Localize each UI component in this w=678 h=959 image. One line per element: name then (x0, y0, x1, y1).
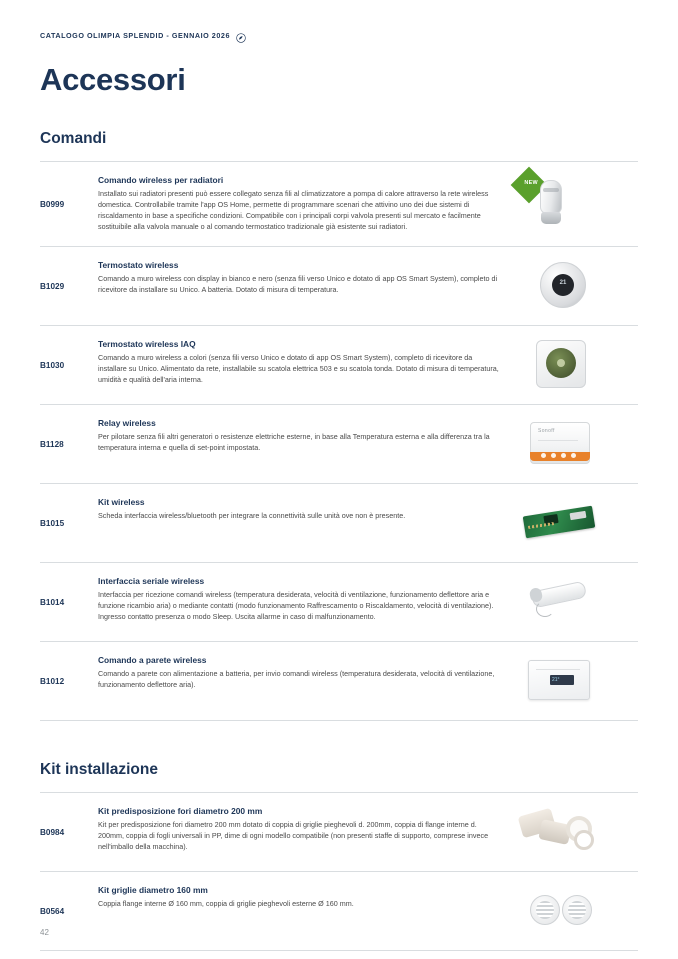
product-name: Kit wireless (98, 496, 145, 507)
product-code: B1128 (40, 440, 64, 450)
product-name: Interfaccia seriale wireless (98, 575, 205, 586)
product-name: Comando wireless per radiatori (98, 175, 224, 185)
product-code: B0564 (40, 907, 65, 917)
product-code: B0984 (40, 828, 65, 838)
leaf-icon (236, 30, 246, 40)
product-description: Comando a muro wireless a colori (senza fili verso Unico e dotato di app OS Smart System), completo di ricevitore da installare su Unico. Alimentato da rete, installabile su scatola elettrica 503 e su scatola tonda. Dotato di misura di temperatura, umidità e qualità dell'aria interna. (98, 352, 499, 384)
product-content (98, 175, 510, 233)
product-image-round-wall-thermostat: 21 (510, 260, 606, 312)
product-code: B1015 (40, 519, 65, 529)
new-badge-label: NEW (524, 179, 538, 186)
table-row[interactable] (40, 404, 638, 483)
product-content (98, 260, 510, 295)
product-description: Installato sui radiatori presenti può essere collegato senza fili al climatizzatore a pompa di calore attraverso la rete wireless domestica. Controllabile tramite l'app OS Home, permette di programmare scenari che attivino uno dei due sistemi di riscaldamento in base a specifiche condizioni. Compatibile con i principali corpi valvola presenti sul mercato e facilmente sostituibile alla valvola manuale o al comando termostatico tradizionale già esistente sui radiatori. (98, 189, 489, 232)
page-header (40, 0, 638, 40)
product-list-comandi (40, 161, 638, 721)
product-description: Coppia flange interne Ø 160 mm, coppia di griglie pieghevoli esterne Ø 160 mm. (98, 898, 354, 908)
product-content (98, 497, 510, 521)
product-name: Kit griglie diametro 160 mm (98, 884, 208, 895)
table-row[interactable] (40, 161, 638, 246)
table-row[interactable] (40, 792, 638, 871)
product-code: B1029 (40, 282, 65, 292)
table-row[interactable] (40, 641, 638, 721)
breadcrumb: CATALOGO OLIMPIA SPLENDID - GENNAIO 2026 (40, 30, 230, 40)
product-image-relay-module: Sonoff (510, 418, 606, 470)
product-name: Relay wireless (98, 417, 156, 428)
product-content (98, 576, 510, 622)
product-name: Termostato wireless (98, 259, 179, 270)
product-description: Comando a parete con alimentazione a batteria, per invio comandi wireless (temperatura desiderata, velocità di ventilazione, funzionamento deflettore aria). (98, 668, 495, 689)
product-list-kit-installazione (40, 792, 638, 951)
product-name: Termostato wireless IAQ (98, 338, 196, 349)
page-number: 42 (40, 928, 49, 937)
product-name: Kit predisposizione fori diametro 200 mm (98, 805, 263, 816)
product-content (98, 418, 510, 453)
product-description: Scheda interfaccia wireless/bluetooth per integrare la connettività sulle unità ove non è presente. (98, 510, 406, 520)
table-row[interactable] (40, 325, 638, 404)
product-image-wall-command-panel: 21° (510, 655, 606, 707)
product-image-thermostatic-valve-head (510, 178, 606, 230)
table-row[interactable] (40, 562, 638, 641)
page-title: Accessori (40, 62, 186, 97)
table-row[interactable] (40, 483, 638, 562)
product-code: B1012 (40, 677, 65, 687)
product-content (98, 339, 510, 385)
table-row[interactable] (40, 871, 638, 951)
product-code: B1030 (40, 361, 65, 371)
product-description: Kit per predisposizione fori diametro 200 mm dotato di coppia di griglie pieghevoli d. 200mm, coppia di flange interne d. 200mm, coppia di fogli universali in PP, dime di ogni modello compatibile (non presenti staffe di supporto, comprese invece nell'imballo della macchina). (98, 819, 489, 851)
product-image-serial-interface-stick (510, 576, 606, 628)
section-title-kit-installazione: Kit installazione (40, 760, 158, 778)
product-description: Interfaccia per ricezione comandi wireless (temperatura desiderata, velocità di ventilazione, funzionamento deflettore aria e funzione ricambio aria) o mediante contatti (modo funzionamento Raffrescamento o Riscaldamento, velocità di ventilazione). Ingresso contatto presenza o modo Sleep. Uscita allarme in caso di malfunzionamento. (98, 589, 494, 621)
product-name: Comando a parete wireless (98, 654, 207, 665)
product-description: Comando a muro wireless con display in bianco e nero (senza fili verso Unico e dotato di app OS Smart System), completo di ricevitore da installare su Unico. A batteria. Dotato di misura di temperatura. (98, 273, 498, 294)
product-code: B0999 (40, 200, 65, 210)
table-row[interactable] (40, 246, 638, 325)
product-code: B1014 (40, 598, 65, 608)
product-content (98, 806, 510, 852)
section-title-comandi: Comandi (40, 130, 107, 147)
product-image-installation-kit-200 (510, 806, 606, 858)
product-image-iaq-wall-thermostat (510, 339, 606, 391)
product-content (98, 885, 510, 909)
product-image-grilles-160 (510, 885, 606, 937)
product-image-wireless-board (510, 497, 606, 549)
product-content (98, 655, 510, 690)
product-description: Per pilotare senza fili altri generatori o resistenze elettriche esterne, in base alla Temperatura esterna e alla differenza tra la temperatura interna e quella di set-point impostata. (98, 431, 490, 452)
